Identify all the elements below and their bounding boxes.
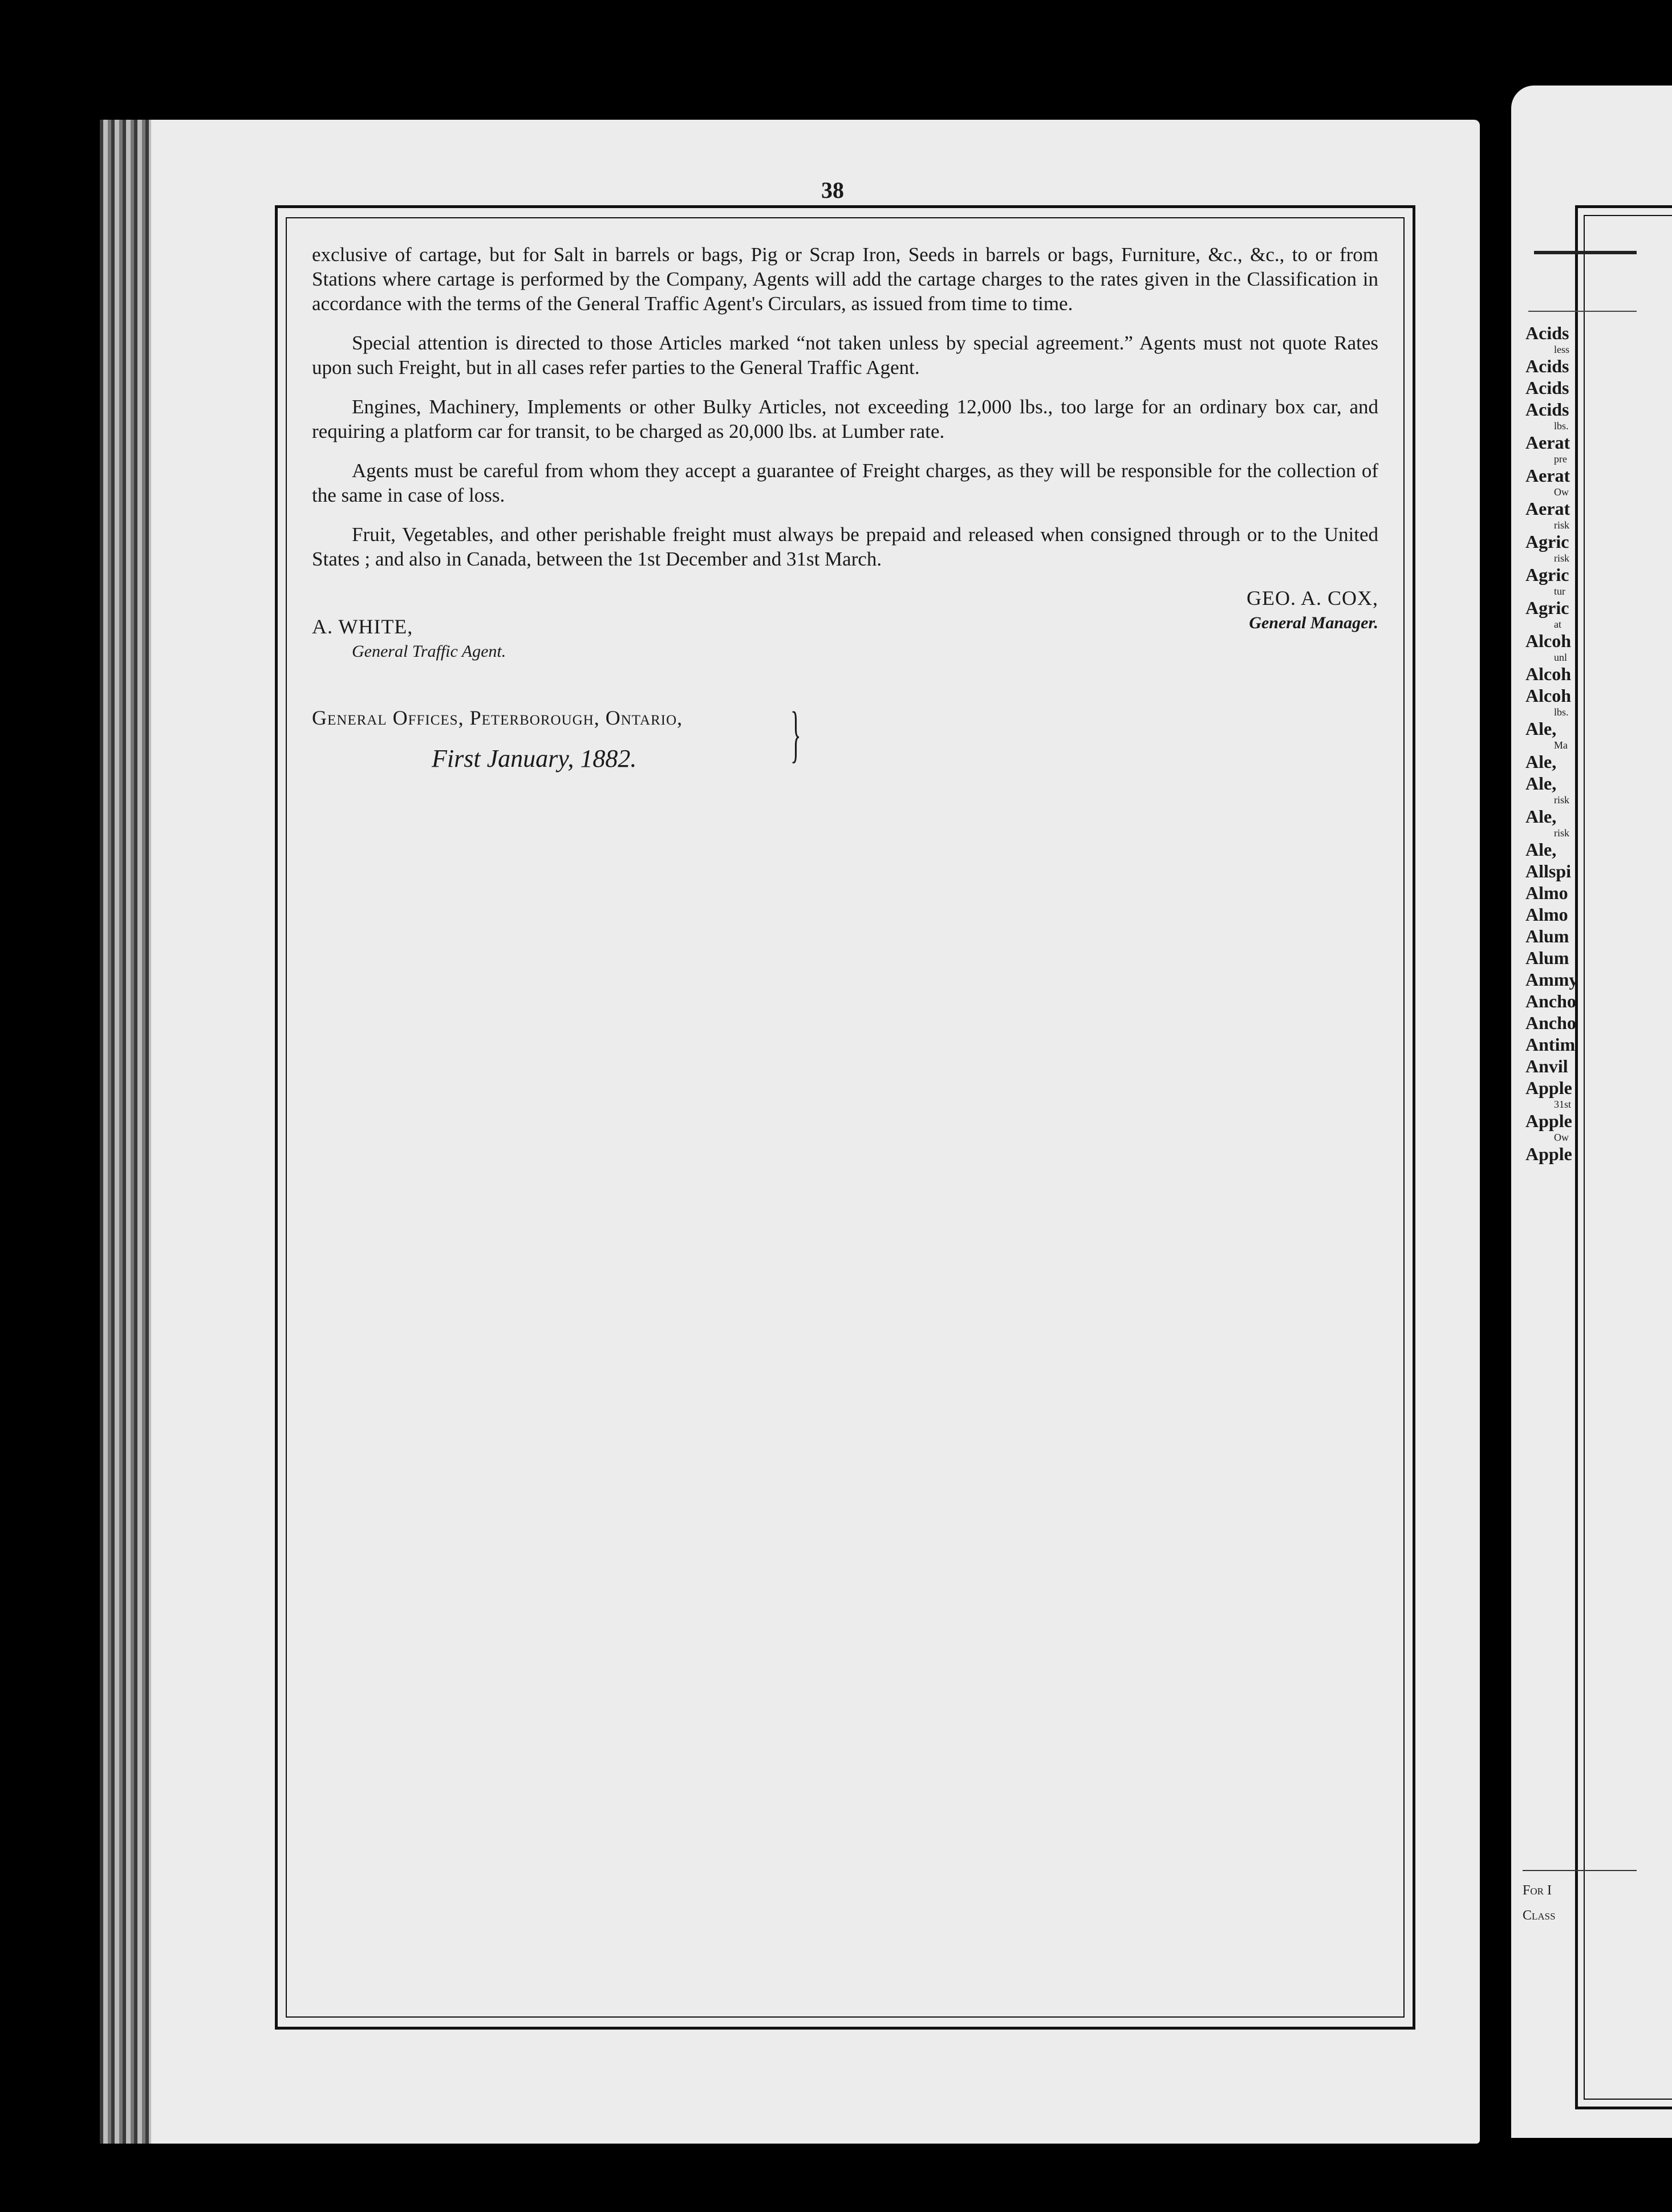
index-entry-sub: lbs. (1554, 420, 1569, 432)
right-page-rule-thin (1528, 311, 1637, 312)
offices-block (312, 699, 1378, 772)
paragraph-perishable: Fruit, Vegetables, and other perishable freight must always be prepaid and released when consigned through or to the United States ; and also in Canada, between the 1st December and 31st March. (312, 523, 1378, 570)
index-entry: Agric (1525, 564, 1569, 585)
paragraph-engines: Engines, Machinery, Implements or other Bulky Articles, not exceeding 12,000 lbs., too large for an ordinary box car, and requiring a platform car for transit, to be charged as 20,000 lbs. at Lumber rate. (312, 396, 1378, 442)
issue-date: First January, 1882. (432, 745, 637, 772)
index-entry-sub: lbs. (1554, 706, 1569, 718)
index-entry: Almo (1525, 904, 1568, 925)
index-entry: Alcoh (1525, 664, 1571, 684)
index-entry-sub: risk (1554, 827, 1569, 839)
index-entry: Aerat (1525, 432, 1570, 453)
index-entry: Acids (1525, 323, 1569, 343)
index-entry: Ale, (1525, 773, 1557, 794)
index-entry: Acids (1525, 356, 1569, 376)
right-page (1511, 86, 1672, 2138)
index-entry-sub: risk (1554, 519, 1569, 531)
index-entry: Ale, (1525, 751, 1557, 772)
index-entry-sub: tur (1554, 585, 1565, 597)
index-entry: Allspi (1525, 861, 1572, 881)
index-entry: Apple (1525, 1111, 1572, 1131)
signature-left (312, 615, 506, 664)
signature-right (1247, 586, 1378, 635)
index-entry: Apple (1525, 1144, 1572, 1164)
offices-address: General Offices, Peterborough, Ontario, (312, 706, 683, 729)
index-entry: Almo (1525, 883, 1568, 903)
index-entry-sub: risk (1554, 794, 1569, 806)
index-entry: Alcoh (1525, 631, 1571, 651)
right-page-rule (1534, 251, 1637, 254)
index-entry-sub: risk (1554, 552, 1569, 564)
index-entry: Ale, (1525, 718, 1557, 739)
page-number: 38 (821, 177, 844, 203)
signature-left-name: A. WHITE, (312, 615, 413, 638)
index-entry: Aerat (1525, 465, 1570, 486)
index-entry-sub: Ow (1554, 486, 1569, 498)
index-entry: Acids (1525, 399, 1569, 420)
signature-left-title: General Traffic Agent. (352, 642, 506, 661)
index-entry-sub: at (1554, 619, 1561, 630)
index-entry: Alum (1525, 926, 1569, 946)
index-entry: Agric (1525, 531, 1569, 552)
index-entry-sub: Ow (1554, 1132, 1569, 1143)
index-entry: Agric (1525, 597, 1569, 618)
index-entry: Apple (1525, 1077, 1572, 1098)
index-entry: Alum (1525, 948, 1569, 968)
signature-right-title: General Manager. (1249, 613, 1378, 632)
index-entry-sub: unl (1554, 652, 1568, 663)
index-entry: Ancho (1525, 991, 1576, 1011)
index-entry-sub: less (1554, 344, 1569, 355)
right-footer-line-2: Class (1523, 1908, 1556, 1923)
signature-right-name: GEO. A. COX, (1246, 587, 1378, 609)
index-entry: Ale, (1525, 806, 1557, 827)
document-frame (275, 205, 1415, 2030)
right-page-index (1525, 322, 1639, 1165)
index-entry: Aerat (1525, 498, 1570, 519)
page-edge (100, 120, 151, 2144)
paragraph-special-attention: Special attention is directed to those Articles marked “not taken unless by special agreement.” Agents must not quote Rates upon such Freight, but in all cases refer parties to the General Traffic Agent. (312, 332, 1378, 379)
index-entry: Ale, (1525, 839, 1557, 860)
index-entry-sub: Ma (1554, 739, 1568, 751)
index-entry: Acids (1525, 377, 1569, 398)
signature-block (312, 586, 1378, 660)
brace-glyph: } (790, 699, 801, 768)
index-entry: Anvil (1525, 1056, 1568, 1076)
right-page-footer (1523, 1870, 1637, 1928)
paragraph-guarantee: Agents must be careful from whom they accept a guarantee of Freight charges, as they will be responsible for the collection of the same in case of loss. (312, 460, 1378, 506)
paragraph-cartage: exclusive of cartage, but for Salt in barrels or bags, Pig or Scrap Iron, Seeds in barrels or bags, Furniture, &c., &c., to or from Stations where cartage is performed by the Company, Agents will add the cartage charges to the rates given in the Classification in accordance with the terms of the General Traffic Agent's Circulars, as issued from time to time. (312, 243, 1378, 315)
index-entry-sub: 31st (1554, 1099, 1572, 1110)
index-entry: Ammy (1525, 969, 1578, 990)
index-entry: Ancho (1525, 1013, 1576, 1033)
document-body (312, 242, 1378, 771)
index-entry-sub: pre (1554, 453, 1567, 465)
index-entry: Antim (1525, 1034, 1576, 1055)
index-entry: Alcoh (1525, 685, 1571, 706)
right-footer-line-1: For I (1523, 1883, 1552, 1898)
